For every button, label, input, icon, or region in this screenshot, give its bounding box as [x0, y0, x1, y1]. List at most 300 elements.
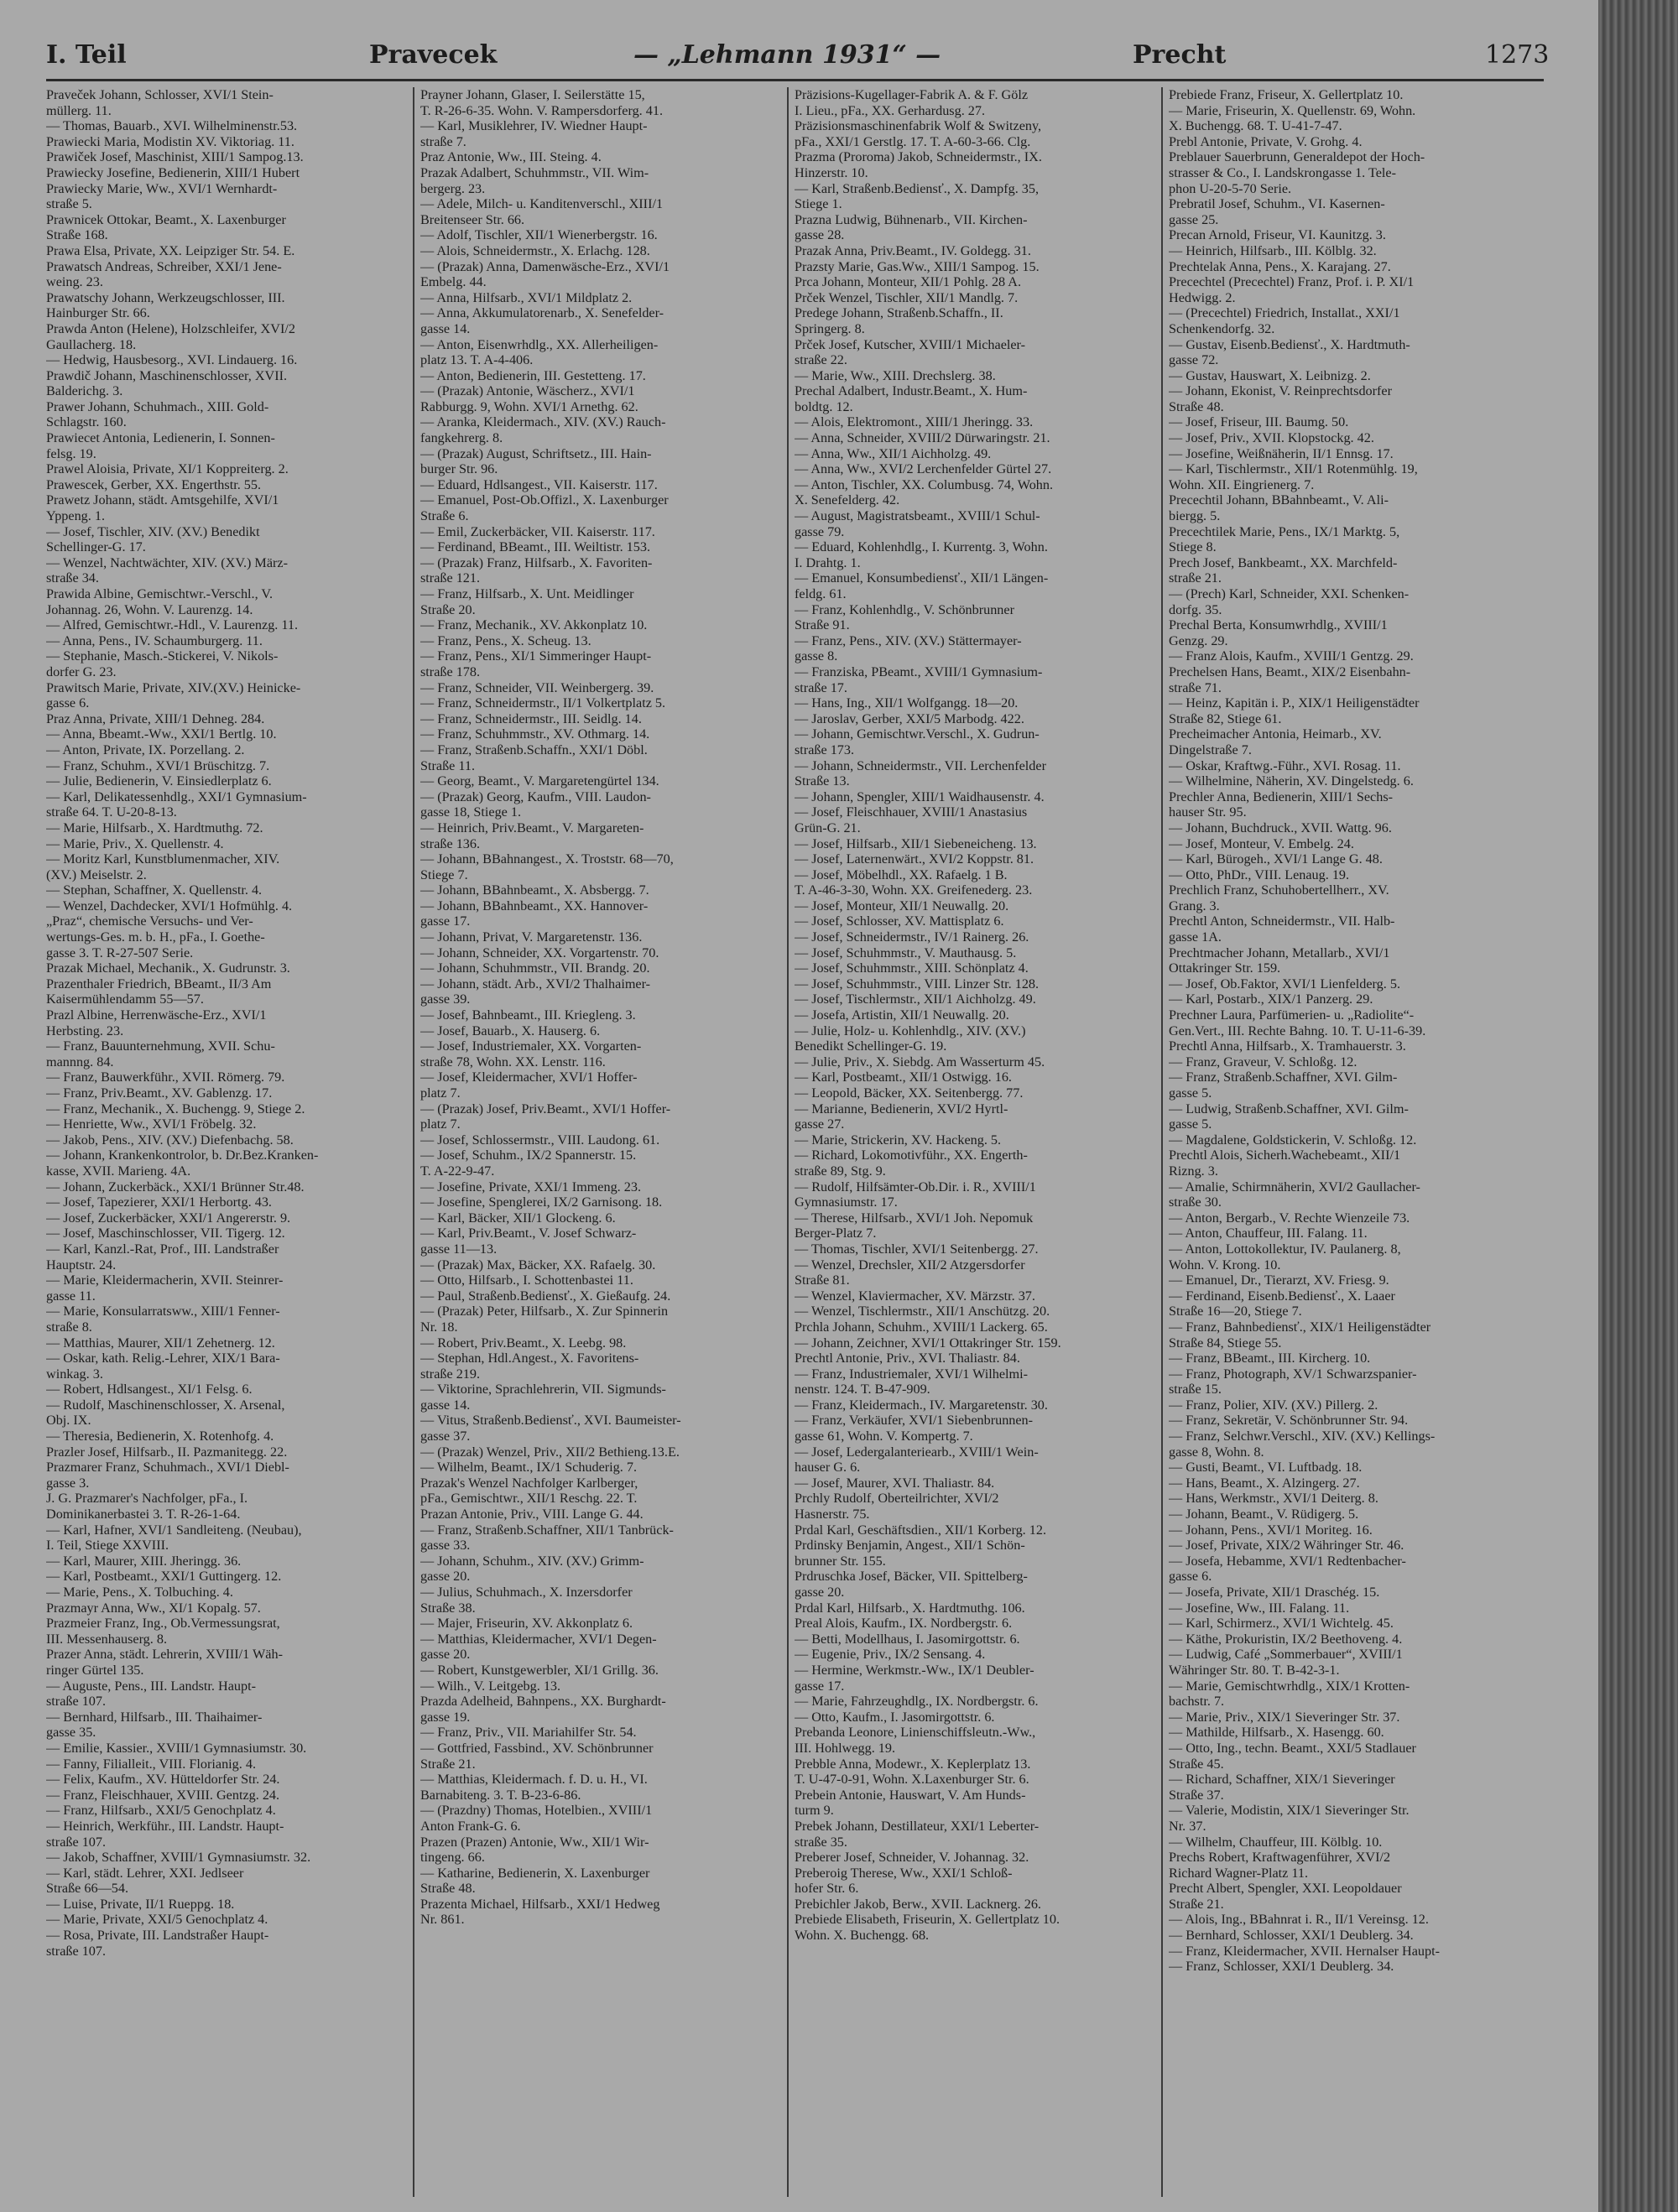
directory-entry-line: — Josef, Monteur, V. Embelg. 24. — [1169, 835, 1354, 851]
directory-entry-line: gasse 8, Wohn. 8. — [1169, 1444, 1264, 1460]
directory-entry-line: Prebiede Franz, Friseur, X. Gellertplatz 10. — [1169, 87, 1404, 102]
directory-entry-line: — Josef, Industriemaler, XX. Vorgarten- — [420, 1038, 642, 1054]
directory-entry-line: Prawiecky Josefine, Bedienerin, XIII/1 Hubert — [46, 164, 300, 180]
directory-entry-line: gasse 5. — [1169, 1085, 1212, 1101]
directory-entry-line: — (Prazak) Georg, Kaufm., VIII. Laudon- — [420, 789, 651, 804]
directory-entry-line: — Franz Alois, Kaufm., XVIII/1 Gentzg. 29. — [1169, 648, 1414, 664]
directory-entry-line: — Marie, Private, XXI/5 Genochplatz 4. — [46, 1912, 268, 1928]
directory-entry-line: — Robert, Priv.Beamt., X. Leebg. 98. — [420, 1335, 627, 1351]
directory-entry-line: — Karl, Postbeamt., XXI/1 Guttingerg. 12. — [46, 1569, 282, 1585]
directory-entry-line: — Betti, Modellhaus, I. Jasomirgottstr. 6. — [795, 1631, 1020, 1647]
directory-entry-line: Prawida Albine, Gemischtwr.-Verschl., V. — [46, 586, 274, 601]
directory-entry-line: — Marianne, Bedienerin, XVI/2 Hyrtl- — [795, 1101, 1008, 1116]
directory-entry-line: Prechtl Anna, Hilfsarb., X. Tramhauerstr. 3. — [1169, 1038, 1406, 1054]
directory-entry-line: straße 7. — [420, 133, 466, 149]
directory-entry-line: Straße 6. — [420, 508, 469, 524]
directory-entry-line: — Marie, Gemischtwrhdlg., XIX/1 Krotten- — [1169, 1678, 1410, 1694]
directory-entry-line: — Anna, Ww., XVI/2 Lerchenfelder Gürtel 27. — [795, 461, 1052, 477]
directory-entry-line: Prawiček Josef, Maschinist, XIII/1 Sampog.13. — [46, 149, 304, 165]
directory-entry-line: gasse 14. — [420, 1397, 471, 1413]
directory-entry-line: biergg. 5. — [1169, 508, 1221, 524]
directory-entry-line: III. Messenhauserg. 8. — [46, 1631, 168, 1647]
directory-entry-line: — Hans, Beamt., X. Alzingerg. 27. — [1169, 1475, 1360, 1491]
directory-entry-line: Dingelstraße 7. — [1169, 742, 1252, 757]
directory-entry-line: Berger-Platz 7. — [795, 1226, 877, 1241]
directory-entry-line: — Franziska, PBeamt., XVIII/1 Gymnasium- — [795, 664, 1043, 679]
directory-entry-line: Prdruschka Josef, Bäcker, VII. Spittelberg- — [795, 1569, 1028, 1585]
directory-entry-line: — Otto, PhDr., VIII. Lenaug. 19. — [1169, 867, 1350, 882]
directory-entry-line: Breitenseer Str. 66. — [420, 211, 525, 227]
directory-entry-line: — Hermine, Werkmstr.-Ww., IX/1 Deubler- — [795, 1662, 1034, 1678]
directory-entry-line: — Franz, Polier, XIV. (XV.) Pillerg. 2. — [1169, 1397, 1378, 1413]
directory-entry-line: — Majer, Friseurin, XV. Akkonplatz 6. — [420, 1616, 633, 1632]
directory-entry-line: — Josefine, Spenglerei, IX/2 Garnisong. 18. — [420, 1194, 663, 1210]
directory-entry-line: — (Prazak) Peter, Hilfsarb., X. Zur Spinnerin — [420, 1304, 669, 1319]
directory-entry-line: — Gusti, Beamt., VI. Luftbadg. 18. — [1169, 1460, 1363, 1476]
directory-entry-line: Straße 21. — [1169, 1896, 1224, 1912]
directory-entry-line: Hasnerstr. 75. — [795, 1507, 870, 1522]
directory-entry-line: Prechs Robert, Kraftwagenführer, XVI/2 — [1169, 1850, 1391, 1866]
directory-entry-line: — Johann, städt. Arb., XVI/2 Thalhaimer- — [420, 976, 651, 991]
directory-entry-line: dorfg. 35. — [1169, 601, 1222, 617]
directory-entry-line: — Wenzel, Klaviermacher, XV. Märzstr. 37. — [795, 1288, 1035, 1304]
directory-entry-line: — Anton, Bedienerin, III. Gestetteng. 17. — [420, 367, 646, 383]
directory-entry-line: Rizng. 3. — [1169, 1163, 1218, 1179]
directory-entry-line: Johannag. 26, Wohn. V. Laurenzg. 14. — [46, 601, 253, 617]
column-divider — [787, 87, 789, 2197]
directory-entry-line: Prdinsky Benjamin, Angest., XII/1 Schön- — [795, 1538, 1025, 1554]
directory-entry-line: T. U-47-0-91, Wohn. X.Laxenburger Str. 6. — [795, 1772, 1029, 1788]
directory-entry-line: — Anna, Schneider, XVIII/2 Dürwaringstr. 21. — [795, 430, 1050, 446]
directory-entry-line: — Franz, Schuhmmstr., XV. Othmarg. 14. — [420, 726, 650, 742]
directory-entry-line: — Franz, Verkäufer, XVI/1 Siebenbrunnen- — [795, 1413, 1034, 1429]
directory-entry-line: straße 30. — [1169, 1194, 1222, 1210]
directory-entry-line: Straße 84, Stiege 55. — [1169, 1335, 1282, 1351]
column-1 — [46, 87, 405, 2197]
directory-entry-line: Prechtl Alois, Sicherh.Wachebeamt., XII/1 — [1169, 1148, 1401, 1163]
directory-entry-line: Prawda Anton (Helene), Holzschleifer, XVI/2 — [46, 320, 295, 336]
directory-entry-line: platz 13. T. A-4-406. — [420, 352, 534, 368]
directory-entry-line: — (Prazak) Max, Bäcker, XX. Rafaelg. 30. — [420, 1257, 656, 1273]
directory-entry-line: — Otto, Hilfsarb., I. Schottenbastei 11. — [420, 1273, 633, 1288]
directory-entry-line: — Karl, städt. Lehrer, XXI. Jedlseer — [46, 1865, 244, 1881]
column-divider — [413, 87, 414, 2197]
directory-entry-line: — Josefine, Ww., III. Falang. 11. — [1169, 1600, 1350, 1616]
directory-entry-line: — Karl, Musiklehrer, IV. Wiedner Haupt- — [420, 118, 648, 134]
directory-entry-line: Straße 13. — [795, 773, 850, 789]
directory-entry-line: Precht Albert, Spengler, XXI. Leopoldauer — [1169, 1881, 1402, 1897]
directory-entry-line: — Josef, Schneidermstr., IV/1 Rainerg. 26. — [795, 929, 1029, 945]
directory-entry-line: — Robert, Kunstgewerbler, XI/1 Grillg. 36. — [420, 1662, 659, 1678]
directory-entry-line: — Marie, Kleidermacherin, XVII. Steinrer- — [46, 1273, 284, 1288]
directory-entry-line: Prawnicek Ottokar, Beamt., X. Laxenburger — [46, 211, 286, 227]
directory-entry-line: Prayner Johann, Glaser, I. Seilerstätte 15, — [420, 87, 645, 102]
directory-entry-line: — Alfred, Gemischtwr.-Hdl., V. Laurenzg. 11. — [46, 617, 299, 633]
directory-entry-line: Rabburgg. 9, Wohn. XVI/1 Arnethg. 62. — [420, 398, 638, 414]
directory-entry-line: Prebble Anna, Modewr., X. Keplerplatz 13. — [795, 1756, 1031, 1772]
directory-entry-line: — Franz, Mechanik., XV. Akkonplatz 10. — [420, 617, 648, 633]
directory-entry-line: — Josef, Friseur, III. Baumg. 50. — [1169, 414, 1349, 430]
directory-entry-line: gasse 8. — [795, 648, 838, 664]
directory-entry-line: Embelg. 44. — [420, 274, 487, 290]
directory-entry-line: — Johann, Krankenkontrolor, b. Dr.Bez.Kranken- — [46, 1148, 319, 1163]
directory-entry-line: gasse 6. — [1169, 1569, 1212, 1585]
directory-entry-line: — Bernhard, Schlosser, XXI/1 Deublerg. 34. — [1169, 1928, 1414, 1944]
directory-entry-line: — Emanuel, Dr., Tierarzt, XV. Friesg. 9. — [1169, 1273, 1389, 1288]
directory-entry-line: — Josefa, Hebamme, XVI/1 Redtenbacher- — [1169, 1553, 1406, 1569]
directory-entry-line: gasse 3. — [46, 1475, 90, 1491]
directory-entry-line: Prazsty Marie, Gas.Ww., XIII/1 Sampog. 15. — [795, 258, 1040, 274]
directory-entry-line: — Leopold, Bäcker, XX. Seitenbergg. 77. — [795, 1085, 1024, 1101]
last-entry-guide: Precht — [1133, 40, 1227, 70]
directory-entry-line: — Josef, Möbelhdl., XX. Rafaelg. 1 B. — [795, 867, 1008, 882]
directory-entry-line: — Karl, Bäcker, XII/1 Glockeng. 6. — [420, 1210, 616, 1226]
book-edge — [1598, 0, 1678, 2212]
directory-entry-line: Prazmeier Franz, Ing., Ob.Vermessungsrat, — [46, 1616, 280, 1632]
directory-entry-line: müllerg. 11. — [46, 102, 112, 118]
directory-entry-line: — Johann, Schneider, XX. Vorgartenstr. 70. — [420, 945, 659, 960]
directory-entry-line: Precan Arnold, Friseur, VI. Kaunitzg. 3. — [1169, 227, 1386, 243]
directory-entry-line: mannng. 84. — [46, 1054, 114, 1070]
directory-entry-line: — Franz, Schneidermstr., III. Seidlg. 14. — [420, 710, 642, 726]
directory-entry-line: — Franz, Schneider, VII. Weinbergerg. 39. — [420, 679, 654, 695]
directory-entry-line: Prček Wenzel, Tischler, XII/1 Mandlg. 7. — [795, 289, 1019, 305]
directory-entry-line: straße 178. — [420, 664, 481, 679]
directory-entry-line: — Jakob, Schaffner, XVIII/1 Gymnasiumstr. 32. — [46, 1850, 311, 1866]
directory-entry-line: platz 7. — [420, 1085, 461, 1101]
directory-entry-line: Prazler Josef, Hilfsarb., II. Pazmanitegg. 22. — [46, 1444, 288, 1460]
directory-entry-line: straße 8. — [46, 1319, 92, 1335]
directory-entry-line: straße 121. — [420, 570, 481, 586]
directory-entry-line: Prazak Michael, Mechanik., X. Gudrunstr. 3. — [46, 960, 290, 976]
directory-entry-line: — Josef, Maschinschlosser, VII. Tigerg. 12. — [46, 1226, 285, 1241]
directory-entry-line: Hinzerstr. 10. — [795, 164, 868, 180]
directory-entry-line: — Heinrich, Priv.Beamt., V. Margareten- — [420, 820, 644, 835]
directory-entry-line: — Franz, BBeamt., III. Kircherg. 10. — [1169, 1351, 1371, 1366]
directory-entry-line: straße 107. — [46, 1834, 107, 1850]
directory-entry-line: — Otto, Ing., techn. Beamt., XXI/5 Stadlauer — [1169, 1740, 1416, 1756]
directory-entry-line: Prebichler Jakob, Berw., XVII. Lacknerg. 26. — [795, 1896, 1041, 1912]
directory-entry-line: — Karl, Postarb., XIX/1 Panzerg. 29. — [1169, 991, 1373, 1007]
directory-entry-line: — Wenzel, Tischlermstr., XII/1 Anschützg. 20. — [795, 1304, 1050, 1319]
directory-entry-line: Prazna Ludwig, Bühnenarb., VII. Kirchen- — [795, 211, 1028, 227]
directory-entry-line: Schellinger-G. 17. — [46, 539, 146, 555]
directory-entry-line: Präzisionsmaschinenfabrik Wolf & Switzeny, — [795, 118, 1042, 134]
directory-entry-line: Prawiecki Maria, Modistin XV. Viktoriag. 11. — [46, 133, 294, 149]
directory-entry-line: Preblauer Sauerbrunn, Generaldepot der Hoch- — [1169, 149, 1425, 165]
directory-entry-line: — Thomas, Tischler, XVI/1 Seitenbergg. 27. — [795, 1241, 1039, 1257]
column-divider — [1161, 87, 1163, 2197]
directory-entry-line: Präzisions-Kugellager-Fabrik A. & F. Gölz — [795, 87, 1029, 102]
directory-entry-line: Prawescek, Gerber, XX. Engerthstr. 55. — [46, 476, 262, 492]
directory-entry-line: Prawitsch Marie, Private, XIV.(XV.) Heinicke- — [46, 679, 301, 695]
directory-entry-line: — Gustav, Hauswart, X. Leibnizg. 2. — [1169, 367, 1371, 383]
directory-entry-line: — Josef, Tischler, XIV. (XV.) Benedikt — [46, 523, 260, 539]
directory-entry-line: — Johann, Pens., XVI/1 Moriteg. 16. — [1169, 1522, 1373, 1538]
directory-entry-line: — Karl, Straßenb.Bediensť., X. Dampfg. 35, — [795, 180, 1040, 196]
directory-entry-line: — (Prazak) Franz, Hilfsarb., X. Favoriten- — [420, 554, 653, 570]
directory-entry-line: — Franz, Kohlenhdlg., V. Schönbrunner — [795, 601, 1014, 617]
directory-entry-line: straße 5. — [46, 196, 92, 212]
directory-entry-line: — Wilh., V. Leitgebg. 13. — [420, 1678, 561, 1694]
directory-entry-line: straße 34. — [46, 570, 99, 586]
directory-entry-line: straße 17. — [795, 679, 847, 695]
directory-entry-line: — Aranka, Kleidermach., XIV. (XV.) Rauch- — [420, 414, 666, 430]
directory-entry-line: — Josef, Tapezierer, XXI/1 Herbortg. 43. — [46, 1194, 272, 1210]
directory-entry-line: — Heinrich, Hilfsarb., III. Kölblg. 32. — [1169, 242, 1377, 258]
directory-entry-line: Prawatsch Andreas, Schreiber, XXI/1 Jene- — [46, 258, 282, 274]
directory-entry-line: fangkehrerg. 8. — [420, 430, 503, 446]
directory-entry-line: feldg. 61. — [795, 586, 847, 601]
directory-entry-line: — Josef, Schuhmmstr., V. Mauthausg. 5. — [795, 945, 1017, 960]
directory-entry-line: — Karl, Delikatessenhdlg., XXI/1 Gymnasium- — [46, 789, 307, 804]
directory-entry-line: straße 15. — [1169, 1382, 1222, 1397]
directory-entry-line: — Fanny, Filialleit., VIII. Florianig. 4. — [46, 1756, 256, 1772]
directory-entry-line: — Franz, Pens., X. Scheug. 13. — [420, 632, 591, 648]
directory-entry-line: Prechelsen Hans, Beamt., XIX/2 Eisenbahn- — [1169, 664, 1411, 679]
directory-entry-line: — Marie, Konsularratsww., XIII/1 Fenner- — [46, 1304, 280, 1319]
directory-entry-line: Straße 37. — [1169, 1787, 1224, 1803]
directory-entry-line: — (Prech) Karl, Schneider, XXI. Schenken- — [1169, 586, 1410, 601]
directory-entry-line: — Adolf, Tischler, XII/1 Wienerbergstr. 16. — [420, 227, 658, 243]
directory-entry-line: — Franz, Bauunternehmung, XVII. Schu- — [46, 1038, 275, 1054]
column-3 — [795, 87, 1154, 2197]
directory-entry-line: Stiege 8. — [1169, 539, 1217, 555]
directory-entry-line: — Johann, BBahnangest., X. Troststr. 68—70, — [420, 851, 674, 867]
directory-entry-line: Straße 11. — [420, 757, 476, 773]
directory-entry-line: — Franz, Priv.Beamt., XV. Gablenzg. 17. — [46, 1085, 273, 1101]
directory-entry-line: Prawetz Johann, städt. Amtsgehilfe, XVI/1 — [46, 492, 279, 508]
directory-entry-line: — Alois, Ing., BBahnrat i. R., II/1 Vereinsg. 12. — [1169, 1912, 1429, 1928]
directory-entry-line: weing. 23. — [46, 274, 103, 290]
page-number: 1273 — [1485, 40, 1550, 70]
directory-entry-line: — Franz, Straßenb.Schaffner, XVI. Gilm- — [1169, 1070, 1398, 1085]
directory-entry-line: — Josef, Schlosser, XV. Mattisplatz 6. — [795, 913, 1004, 929]
directory-entry-line: Prechtl Anton, Schneidermstr., VII. Halb- — [1169, 913, 1395, 929]
directory-entry-line: — Karl, Kanzl.-Rat, Prof., III. Landstraßer — [46, 1241, 279, 1257]
directory-entry-line: straße 107. — [46, 1943, 107, 1959]
directory-entry-line: — Anton, Chauffeur, III. Falang. 11. — [1169, 1226, 1368, 1241]
directory-entry-line: — Josef, Schuhmmstr., VIII. Linzer Str. 128. — [795, 976, 1040, 991]
directory-entry-line: — Ferdinand, Eisenb.Bediensť., X. Laaer — [1169, 1288, 1395, 1304]
directory-entry-line: Gen.Vert., III. Rechte Bahng. 10. T. U-11-6-39. — [1169, 1023, 1426, 1038]
directory-entry-line: — Franz, Mechanik., X. Buchengg. 9, Stiege 2. — [46, 1101, 305, 1116]
directory-entry-line: — Julie, Holz- u. Kohlenhdlg., XIV. (XV.) — [795, 1023, 1026, 1038]
directory-entry-line: — Josef, Bauarb., X. Hauserg. 6. — [420, 1023, 601, 1038]
directory-entry-line: — Emanuel, Konsumbediensť., XII/1 Längen- — [795, 570, 1049, 586]
directory-entry-line: Precheimacher Antonia, Heimarb., XV. — [1169, 726, 1382, 742]
directory-title: — „Lehmann 1931“ — — [633, 40, 941, 70]
directory-entry-line: Gymnasiumstr. 17. — [795, 1194, 898, 1210]
directory-entry-line: — Johann, BBahnbeamt., X. Absbergg. 7. — [420, 882, 649, 898]
directory-entry-line: — Gustav, Eisenb.Bediensť., X. Hardtmuth- — [1169, 336, 1410, 352]
directory-entry-line: gasse 1A. — [1169, 929, 1222, 945]
directory-entry-line: — Theresia, Bedienerin, X. Rotenhofg. 4. — [46, 1429, 274, 1444]
directory-entry-line: — Amalie, Schirmnäherin, XVI/2 Gaullacher- — [1169, 1179, 1420, 1194]
directory-entry-line: III. Hohlwegg. 19. — [795, 1740, 896, 1756]
directory-entry-line: gasse 25. — [1169, 211, 1219, 227]
directory-entry-line: Prazmarer Franz, Schuhmach., XVI/1 Diebl- — [46, 1460, 289, 1476]
directory-entry-line: bachstr. 7. — [1169, 1694, 1225, 1710]
directory-entry-line: — Marie, Pens., X. Tolbuching. 4. — [46, 1585, 233, 1600]
directory-entry-line: — Franz, Industriemaler, XVI/1 Wilhelmi- — [795, 1366, 1029, 1382]
directory-entry-line: — Alois, Elektromont., XIII/1 Jheringg. 33. — [795, 414, 1034, 430]
header-rule — [46, 79, 1544, 81]
directory-entry-line: straße 78, Wohn. XX. Lenstr. 116. — [420, 1054, 606, 1070]
directory-entry-line: — Franz, Fleischhauer, XVIII. Gentzg. 24. — [46, 1787, 280, 1803]
directory-entry-line: gasse 11. — [46, 1288, 96, 1304]
directory-entry-line: straße 21. — [1169, 570, 1222, 586]
directory-entry-line: Prawel Aloisia, Private, XI/1 Koppreiterg. 2. — [46, 461, 289, 477]
directory-entry-line: — Anton, Private, IX. Porzellang. 2. — [46, 742, 245, 757]
directory-entry-line: (XV.) Meiselstr. 2. — [46, 867, 147, 882]
directory-entry-line: — Oskar, kath. Relig.-Lehrer, XIX/1 Bara- — [46, 1351, 280, 1366]
directory-entry-line: — Georg, Beamt., V. Margaretengürtel 134. — [420, 773, 659, 789]
directory-entry-line: — Matthias, Kleidermach. f. D. u. H., VI. — [420, 1772, 648, 1788]
directory-entry-line: straße 35. — [795, 1834, 847, 1850]
directory-entry-line: — Mathilde, Hilfsarb., X. Hasengg. 60. — [1169, 1725, 1384, 1741]
directory-entry-line: Precechtel (Precechtel) Franz, Prof. i. P. XI/1 — [1169, 274, 1415, 290]
directory-entry-line: Straße 21. — [420, 1756, 476, 1772]
directory-entry-line: Prebiede Elisabeth, Friseurin, X. Gellertplatz 10. — [795, 1912, 1060, 1928]
directory-entry-line: Hauptstr. 24. — [46, 1257, 117, 1273]
directory-entry-line: Prechtl Antonie, Priv., XVI. Thaliastr. 84. — [795, 1351, 1020, 1366]
directory-entry-line: — Stephan, Hdl.Angest., X. Favoritens- — [420, 1351, 639, 1366]
directory-entry-line: Dominikanerbastei 3. T. R-26-1-64. — [46, 1507, 241, 1522]
directory-entry-line: — Josefine, Private, XXI/1 Immeng. 23. — [420, 1179, 641, 1194]
directory-entry-line: — Karl, Bürogeh., XVI/1 Lange G. 48. — [1169, 851, 1383, 867]
directory-entry-line: — Wilhelmine, Näherin, XV. Dingelstedg. 6. — [1169, 773, 1414, 789]
directory-entry-line: Genzg. 29. — [1169, 632, 1228, 648]
directory-entry-line: Prawiecky Marie, Ww., XVI/1 Wernhardt- — [46, 180, 278, 196]
directory-entry-line: — Eugenie, Priv., IX/2 Sensang. 4. — [795, 1647, 986, 1663]
directory-entry-line: — Stephan, Schaffner, X. Quellenstr. 4. — [46, 882, 263, 898]
directory-entry-line: Prechlich Franz, Schuhobertellherr., XV. — [1169, 882, 1389, 898]
directory-entry-line: — Johann, Privat, V. Margaretenstr. 136. — [420, 929, 643, 945]
directory-entry-line: tingeng. 66. — [420, 1850, 485, 1866]
directory-entry-line: — Marie, Priv., XIX/1 Sieveringer Str. 37. — [1169, 1709, 1400, 1725]
entry-columns — [46, 87, 1544, 2197]
directory-entry-line: boldtg. 12. — [795, 398, 853, 414]
directory-entry-line: — Franz, Schneidermstr., II/1 Volkertplatz 5. — [420, 695, 666, 711]
directory-entry-line: — Josefa, Artistin, XII/1 Neuwallg. 20. — [795, 1007, 1009, 1023]
directory-entry-line: — Hans, Werkmstr., XVI/1 Deiterg. 8. — [1169, 1491, 1378, 1507]
directory-entry-line: — Franz, Hilfsarb., XXI/5 Genochplatz 4. — [46, 1803, 276, 1819]
directory-entry-line: Obj. IX. — [46, 1413, 91, 1429]
directory-entry-line: — Hans, Ing., XII/1 Wolfgangg. 18—20. — [795, 695, 1019, 711]
directory-entry-line: — (Prazak) August, Schriftsetz., III. Hain- — [420, 445, 652, 461]
directory-entry-line: — Jakob, Pens., XIV. (XV.) Diefenbachg. 58. — [46, 1132, 294, 1148]
directory-entry-line: — Eduard, Kohlenhdlg., I. Kurrentg. 3, Wohn. — [795, 539, 1048, 555]
directory-entry-line: Prech Josef, Bankbeamt., XX. Marchfeld- — [1169, 554, 1398, 570]
directory-entry-line: — Marie, Fahrzeughdlg., IX. Nordbergstr. 6. — [795, 1694, 1039, 1710]
directory-entry-line: — Josef, Maurer, XVI. Thaliastr. 84. — [795, 1475, 995, 1491]
directory-entry-line: Prawer Johann, Schuhmach., XIII. Gold- — [46, 398, 269, 414]
directory-entry-line: Straße 20. — [420, 601, 476, 617]
directory-entry-line: — Anton, Bergarb., V. Rechte Wienzeile 73. — [1169, 1210, 1410, 1226]
directory-entry-line: Prazda Adelheid, Bahnpens., XX. Burghardt- — [420, 1694, 666, 1710]
directory-entry-line: Prebek Johann, Destillateur, XXI/1 Leberter- — [795, 1818, 1040, 1834]
directory-entry-line: — Josef, Tischlermstr., XII/1 Aichholzg. 49. — [795, 991, 1036, 1007]
directory-entry-line: — Otto, Kaufm., I. Jasomirgottstr. 6. — [795, 1709, 995, 1725]
directory-entry-line: Prazma (Proroma) Jakob, Schneidermstr., IX. — [795, 149, 1042, 165]
directory-entry-line: Prebratil Josef, Schuhm., VI. Kasernen- — [1169, 196, 1385, 212]
directory-entry-line: Straße 66—54. — [46, 1881, 129, 1897]
directory-entry-line: Prechal Adalbert, Industr.Beamt., X. Hum- — [795, 383, 1028, 399]
directory-entry-line: Prebl Antonie, Private, V. Grohg. 4. — [1169, 133, 1363, 149]
directory-entry-line: — Matthias, Maurer, XII/1 Zehetnerg. 12. — [46, 1335, 275, 1351]
directory-entry-line: gasse 39. — [420, 991, 471, 1007]
directory-entry-line: — (Precechtel) Friedrich, Installat., XXI/1 — [1169, 305, 1400, 321]
directory-entry-line: gasse 37. — [420, 1429, 471, 1444]
directory-entry-line: Straße 168. — [46, 227, 108, 243]
directory-entry-line: — Jaroslav, Gerber, XXI/5 Marbodg. 422. — [795, 710, 1024, 726]
directory-entry-line: gasse 20. — [795, 1585, 845, 1600]
directory-entry-line: felsg. 19. — [46, 445, 96, 461]
directory-entry-line: Preberoig Therese, Ww., XXI/1 Schloß- — [795, 1865, 1013, 1881]
directory-entry-line: T. A-22-9-47. — [420, 1163, 495, 1179]
directory-entry-line: Währinger Str. 80. T. B-42-3-1. — [1169, 1662, 1340, 1678]
directory-entry-line: — Josef, Bahnbeamt., III. Kriegleng. 3. — [420, 1007, 636, 1023]
directory-entry-line: gasse 20. — [420, 1647, 471, 1663]
directory-entry-line: — Julie, Priv., X. Siebdg. Am Wasserturm 45. — [795, 1054, 1045, 1070]
directory-entry-line: — Karl, Schirmerz., XVI/1 Wichtelg. 45. — [1169, 1616, 1394, 1632]
directory-entry-line: Prazak Adalbert, Schuhmmstr., VII. Wim- — [420, 164, 649, 180]
directory-entry-line: straße 71. — [1169, 679, 1222, 695]
directory-entry-line: — Franz, Photograph, XV/1 Schwarzspanier- — [1169, 1366, 1417, 1382]
directory-entry-line: — Eduard, Hdlsangest., VII. Kaiserstr. 117. — [420, 476, 658, 492]
directory-entry-line: — Franz, Kleidermacher, XVII. Hernalser Haupt- — [1169, 1943, 1440, 1959]
directory-entry-line: — Adele, Milch- u. Kanditenverschl., XIII/1 — [420, 196, 664, 212]
directory-entry-line: — Josef, Monteur, XII/1 Neuwallg. 20. — [795, 898, 1009, 913]
directory-entry-line: Kaisermühlendamm 55—57. — [46, 991, 204, 1007]
directory-entry-line: — Luise, Private, II/1 Rueppg. 18. — [46, 1896, 235, 1912]
directory-entry-line: — Stephanie, Masch.-Stickerei, V. Nikols- — [46, 648, 279, 664]
directory-entry-line: Prechler Anna, Bedienerin, XIII/1 Sechs- — [1169, 789, 1394, 804]
directory-entry-line: — Karl, Postbeamt., XII/1 Ostwigg. 16. — [795, 1070, 1012, 1085]
directory-entry-line: nenstr. 124. T. B-47-909. — [795, 1382, 930, 1397]
directory-entry-line: Straße 81. — [795, 1273, 850, 1288]
directory-entry-line: — Wenzel, Nachtwächter, XIV. (XV.) März- — [46, 554, 288, 570]
directory-entry-line: Prazak Anna, Priv.Beamt., IV. Goldegg. 31. — [795, 242, 1031, 258]
directory-entry-line: Straße 48. — [420, 1881, 476, 1897]
directory-entry-line: — Josef, Laternenwärt., XVI/2 Koppstr. 81. — [795, 851, 1034, 867]
directory-entry-line: — Ludwig, Café „Sommerbauer“, XVIII/1 — [1169, 1647, 1403, 1663]
directory-entry-line: — Thomas, Bauarb., XVI. Wilhelminenstr.53. — [46, 118, 298, 134]
directory-entry-line: ringer Gürtel 135. — [46, 1662, 144, 1678]
directory-entry-line: — Josef, Hilfsarb., XII/1 Siebeneicheng. 13. — [795, 835, 1037, 851]
directory-entry-line: gasse 27. — [795, 1116, 845, 1132]
directory-entry-line: — Richard, Schaffner, XIX/1 Sieveringer — [1169, 1772, 1395, 1788]
directory-entry-line: — Heinrich, Werkführ., III. Landstr. Haupt- — [46, 1818, 284, 1834]
directory-entry-line: hofer Str. 6. — [795, 1881, 859, 1897]
directory-entry-line: — Franz, Straßenb.Schaffner, XII/1 Tanbrück- — [420, 1522, 674, 1538]
directory-entry-line: gasse 19. — [420, 1709, 471, 1725]
directory-entry-line: — Franz, Pens., XIV. (XV.) Stättermayer- — [795, 632, 1022, 648]
directory-entry-line: — Viktorine, Sprachlehrerin, VII. Sigmunds- — [420, 1382, 666, 1397]
directory-entry-line: — Therese, Hilfsarb., XVI/1 Joh. Nepomuk — [795, 1210, 1034, 1226]
directory-entry-line: pFa., Gemischtwr., XII/1 Reschg. 22. T. — [420, 1491, 638, 1507]
directory-entry-line: — Anna, Akkumulatorenarb., X. Senefelder- — [420, 305, 664, 321]
directory-entry-line: winkag. 3. — [46, 1366, 103, 1382]
directory-entry-line: Prebanda Leonore, Linienschiffsleutn.-Ww., — [795, 1725, 1036, 1741]
directory-entry-line: — Franz, Priv., VII. Mariahilfer Str. 54. — [420, 1725, 637, 1741]
directory-entry-line: burger Str. 96. — [420, 461, 498, 477]
directory-entry-line: — Franz, Graveur, V. Schloßg. 12. — [1169, 1054, 1358, 1070]
directory-entry-line: — Franz, Schuhm., XVI/1 Brüschitzg. 7. — [46, 757, 270, 773]
directory-entry-line: gasse 33. — [420, 1538, 471, 1554]
directory-entry-line: — Emanuel, Post-Ob.Offizl., X. Laxenburger — [420, 492, 669, 508]
